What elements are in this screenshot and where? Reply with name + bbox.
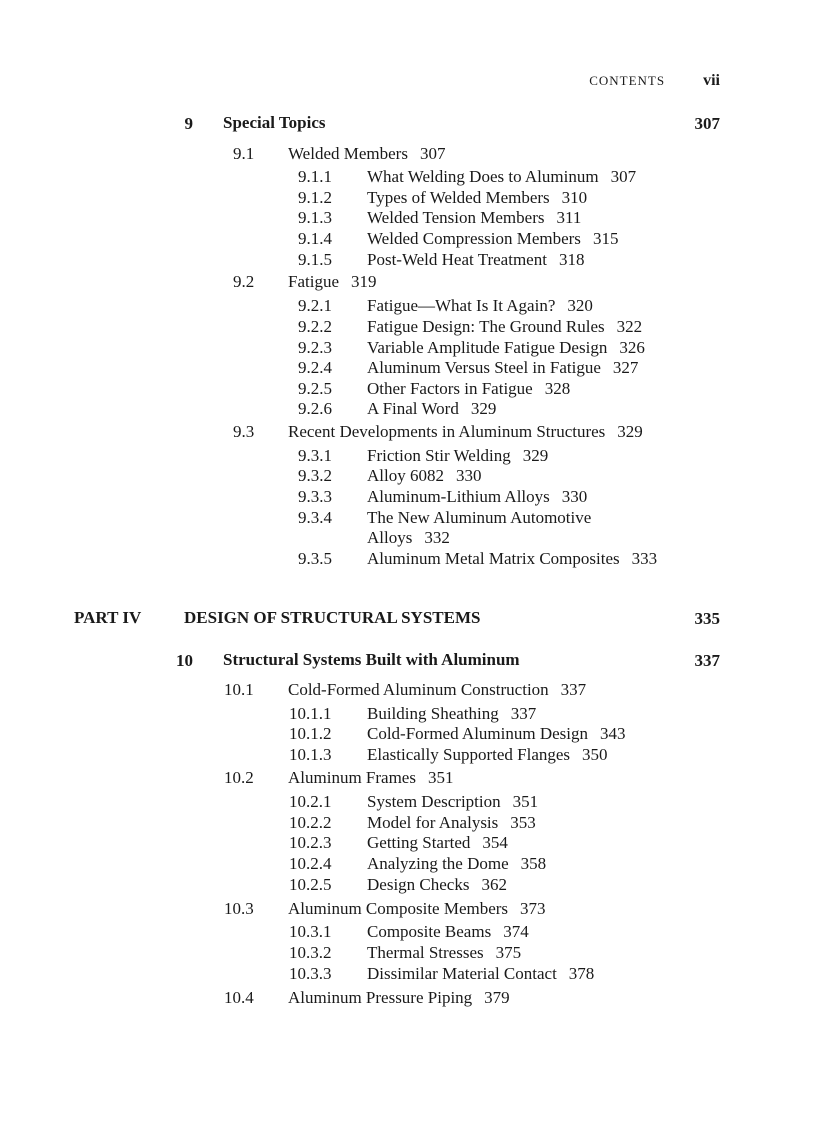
chapter-9-page: 307 bbox=[694, 114, 720, 133]
subsection-9-1-3-number: 9.1.3 bbox=[298, 208, 332, 227]
subsection-10-3-2-number: 10.3.2 bbox=[289, 943, 332, 962]
subsection-9-1-1-number: 9.1.1 bbox=[298, 167, 332, 186]
subsection-9-3-1-number: 9.3.1 bbox=[298, 446, 332, 465]
subsection-9-3-5-number: 9.3.5 bbox=[298, 549, 332, 568]
subsection-10-2-5-title bbox=[367, 876, 507, 893]
section-10-2-number: 10.2 bbox=[224, 768, 254, 787]
subsection-9-3-2-title-text: Alloy 6082 bbox=[367, 466, 444, 485]
subsection-10-2-2-title bbox=[367, 814, 536, 831]
subsection-10-3-2-title bbox=[367, 944, 521, 961]
section-10-2-page: 351 bbox=[427, 768, 454, 787]
subsection-9-2-6-title bbox=[367, 400, 496, 417]
subsection-10-1-3-title bbox=[367, 746, 608, 763]
subsection-10-2-3-title bbox=[367, 834, 508, 851]
section-9-2-title bbox=[288, 273, 377, 290]
chapter-9-number: 9 bbox=[184, 114, 193, 133]
subsection-10-2-4-number: 10.2.4 bbox=[289, 854, 332, 873]
subsection-9-1-3-page: 311 bbox=[556, 208, 582, 227]
subsection-9-2-3-title bbox=[367, 339, 645, 356]
subsection-9-3-4-title: The New Aluminum Automotive bbox=[367, 508, 592, 527]
subsection-10-3-3-title-text: Dissimilar Material Contact bbox=[367, 964, 557, 983]
subsection-9-1-3-title bbox=[367, 209, 581, 226]
subsection-10-2-1-title-text: System Description bbox=[367, 792, 501, 811]
part-4-page: 335 bbox=[694, 609, 720, 628]
subsection-10-2-4-title-text: Analyzing the Dome bbox=[367, 854, 509, 873]
subsection-10-3-3-number: 10.3.3 bbox=[289, 964, 332, 983]
subsection-10-2-3-title-text: Getting Started bbox=[367, 833, 471, 852]
subsection-9-1-2-page: 310 bbox=[561, 188, 588, 207]
subsection-10-1-2-page: 343 bbox=[600, 724, 626, 743]
subsection-9-2-3-number: 9.2.3 bbox=[298, 338, 332, 357]
subsection-10-2-5-title-text: Design Checks bbox=[367, 875, 470, 894]
subsection-9-1-1-title bbox=[367, 168, 636, 185]
subsection-10-2-2-number: 10.2.2 bbox=[289, 813, 332, 832]
subsection-9-2-5-page: 328 bbox=[544, 379, 571, 398]
subsection-9-1-2-title-text: Types of Welded Members bbox=[367, 188, 550, 207]
subsection-10-1-3-page: 350 bbox=[582, 745, 608, 764]
subsection-9-3-1-page: 329 bbox=[522, 446, 549, 465]
subsection-10-2-4-page: 358 bbox=[520, 854, 547, 873]
subsection-9-3-3-title bbox=[367, 488, 587, 505]
subsection-10-3-2-title-text: Thermal Stresses bbox=[367, 943, 484, 962]
subsection-9-1-4-number: 9.1.4 bbox=[298, 229, 332, 248]
subsection-10-2-1-page: 351 bbox=[512, 792, 539, 811]
subsection-10-3-1-title bbox=[367, 923, 529, 940]
subsection-9-1-4-title bbox=[367, 230, 618, 247]
subsection-9-2-1-page: 320 bbox=[567, 296, 593, 315]
section-10-4-title bbox=[288, 989, 510, 1006]
subsection-9-1-5-title bbox=[367, 251, 584, 268]
section-9-3-page: 329 bbox=[617, 422, 643, 441]
subsection-9-2-3-title-text: Variable Amplitude Fatigue Design bbox=[367, 338, 608, 357]
section-9-1-title bbox=[288, 145, 445, 162]
subsection-9-3-1-title bbox=[367, 447, 548, 464]
subsection-9-2-4-page: 327 bbox=[612, 358, 639, 377]
subsection-9-2-5-title-text: Other Factors in Fatigue bbox=[367, 379, 533, 398]
subsection-10-1-1-page: 337 bbox=[510, 704, 537, 723]
subsection-9-3-5-page: 333 bbox=[631, 549, 658, 568]
subsection-10-1-1-title-text: Building Sheathing bbox=[367, 704, 499, 723]
subsection-10-1-3-number: 10.1.3 bbox=[289, 745, 332, 764]
section-10-1-title-text: Cold-Formed Aluminum Construction bbox=[288, 680, 549, 699]
section-10-3-title-text: Aluminum Composite Members bbox=[288, 899, 509, 918]
subsection-9-1-4-title-text: Welded Compression Members bbox=[367, 229, 581, 248]
section-9-3-title bbox=[288, 423, 643, 440]
subsection-10-1-2-number: 10.1.2 bbox=[289, 724, 332, 743]
subsection-10-3-1-number: 10.3.1 bbox=[289, 922, 332, 941]
subsection-9-2-1-title bbox=[367, 297, 593, 314]
subsection-9-1-1-title-text: What Welding Does to Aluminum bbox=[367, 167, 599, 186]
section-10-2-title-text: Aluminum Frames bbox=[288, 768, 416, 787]
subsection-9-1-4-page: 315 bbox=[592, 229, 619, 248]
section-9-1-title-text: Welded Members bbox=[288, 144, 408, 163]
subsection-10-2-3-number: 10.2.3 bbox=[289, 833, 332, 852]
subsection-10-2-1-number: 10.2.1 bbox=[289, 792, 332, 811]
section-10-3-page: 373 bbox=[520, 899, 546, 918]
section-10-4-page: 379 bbox=[484, 988, 510, 1007]
subsection-9-1-2-number: 9.1.2 bbox=[298, 188, 332, 207]
section-9-2-number: 9.2 bbox=[233, 272, 255, 291]
chapter-10-title: Structural Systems Built with Aluminum bbox=[223, 650, 520, 669]
section-9-1-page: 307 bbox=[419, 144, 446, 163]
subsection-9-3-4-page: 332 bbox=[424, 528, 450, 547]
subsection-9-3-3-title-text: Aluminum-Lithium Alloys bbox=[367, 487, 550, 506]
subsection-10-1-2-title bbox=[367, 725, 626, 742]
part-4-title: DESIGN OF STRUCTURAL SYSTEMS bbox=[184, 608, 481, 627]
subsection-9-2-6-page: 329 bbox=[470, 399, 497, 418]
section-9-2-title-text: Fatigue bbox=[288, 272, 339, 291]
subsection-9-2-4-title-text: Aluminum Versus Steel in Fatigue bbox=[367, 358, 601, 377]
subsection-9-3-2-page: 330 bbox=[455, 466, 482, 485]
section-10-3-number: 10.3 bbox=[224, 899, 254, 918]
section-10-4-title-text: Aluminum Pressure Piping bbox=[288, 988, 473, 1007]
subsection-9-3-4-title-cont-text: Alloys bbox=[367, 528, 413, 547]
subsection-9-2-2-title bbox=[367, 318, 642, 335]
subsection-9-2-1-number: 9.2.1 bbox=[298, 296, 332, 315]
section-10-1-title bbox=[288, 681, 586, 698]
page-number: vii bbox=[703, 72, 720, 89]
subsection-10-2-5-number: 10.2.5 bbox=[289, 875, 332, 894]
subsection-9-3-4-title-cont bbox=[367, 529, 450, 546]
section-9-1-number: 9.1 bbox=[233, 144, 255, 163]
subsection-9-2-2-number: 9.2.2 bbox=[298, 317, 332, 336]
subsection-10-3-2-page: 375 bbox=[495, 943, 522, 962]
subsection-9-2-2-title-text: Fatigue Design: The Ground Rules bbox=[367, 317, 605, 336]
subsection-9-3-2-number: 9.3.2 bbox=[298, 466, 332, 485]
subsection-9-1-5-page: 318 bbox=[558, 250, 585, 269]
subsection-9-1-5-number: 9.1.5 bbox=[298, 250, 332, 269]
section-9-3-number: 9.3 bbox=[233, 422, 255, 441]
running-header-label: CONTENTS bbox=[589, 73, 666, 88]
subsection-9-3-4-number: 9.3.4 bbox=[298, 508, 332, 527]
subsection-9-2-5-title bbox=[367, 380, 570, 397]
subsection-9-2-2-page: 322 bbox=[616, 317, 643, 336]
section-9-3-title-text: Recent Developments in Aluminum Structures bbox=[288, 422, 606, 441]
running-header bbox=[0, 72, 720, 90]
subsection-10-2-4-title bbox=[367, 855, 546, 872]
subsection-10-3-1-title-text: Composite Beams bbox=[367, 922, 492, 941]
subsection-10-2-5-page: 362 bbox=[481, 875, 507, 894]
section-10-1-page: 337 bbox=[560, 680, 587, 699]
subsection-9-2-4-title bbox=[367, 359, 638, 376]
part-4-label: PART IV bbox=[74, 608, 142, 627]
subsection-10-3-3-title bbox=[367, 965, 594, 982]
subsection-9-2-4-number: 9.2.4 bbox=[298, 358, 332, 377]
subsection-9-1-1-page: 307 bbox=[610, 167, 637, 186]
subsection-10-1-2-title-text: Cold-Formed Aluminum Design bbox=[367, 724, 588, 743]
chapter-10-page: 337 bbox=[694, 651, 720, 670]
subsection-9-1-5-title-text: Post-Weld Heat Treatment bbox=[367, 250, 547, 269]
subsection-10-3-3-page: 378 bbox=[568, 964, 595, 983]
subsection-9-2-3-page: 326 bbox=[619, 338, 645, 357]
subsection-9-2-6-title-text: A Final Word bbox=[367, 399, 459, 418]
subsection-9-2-1-title-text: Fatigue—What Is It Again? bbox=[367, 296, 556, 315]
subsection-9-3-5-title-text: Aluminum Metal Matrix Composites bbox=[367, 549, 620, 568]
subsection-10-3-1-page: 374 bbox=[503, 922, 529, 941]
subsection-10-2-3-page: 354 bbox=[482, 833, 508, 852]
subsection-9-3-2-title bbox=[367, 467, 481, 484]
section-9-2-page: 319 bbox=[351, 272, 377, 291]
subsection-10-2-2-page: 353 bbox=[510, 813, 536, 832]
subsection-9-2-6-number: 9.2.6 bbox=[298, 399, 332, 418]
chapter-9-title: Special Topics bbox=[223, 113, 326, 132]
section-10-4-number: 10.4 bbox=[224, 988, 254, 1007]
subsection-10-2-2-title-text: Model for Analysis bbox=[367, 813, 499, 832]
subsection-10-1-1-number: 10.1.1 bbox=[289, 704, 332, 723]
subsection-9-3-3-number: 9.3.3 bbox=[298, 487, 332, 506]
subsection-9-3-3-page: 330 bbox=[561, 487, 588, 506]
section-10-2-title bbox=[288, 769, 453, 786]
subsection-9-3-1-title-text: Friction Stir Welding bbox=[367, 446, 511, 465]
subsection-9-1-3-title-text: Welded Tension Members bbox=[367, 208, 545, 227]
section-10-3-title bbox=[288, 900, 546, 917]
subsection-10-2-1-title bbox=[367, 793, 538, 810]
chapter-10-number: 10 bbox=[176, 651, 193, 670]
subsection-9-3-5-title bbox=[367, 550, 657, 567]
subsection-10-1-1-title bbox=[367, 705, 536, 722]
section-10-1-number: 10.1 bbox=[224, 680, 254, 699]
subsection-9-1-2-title bbox=[367, 189, 587, 206]
subsection-9-2-5-number: 9.2.5 bbox=[298, 379, 332, 398]
subsection-10-1-3-title-text: Elastically Supported Flanges bbox=[367, 745, 571, 764]
